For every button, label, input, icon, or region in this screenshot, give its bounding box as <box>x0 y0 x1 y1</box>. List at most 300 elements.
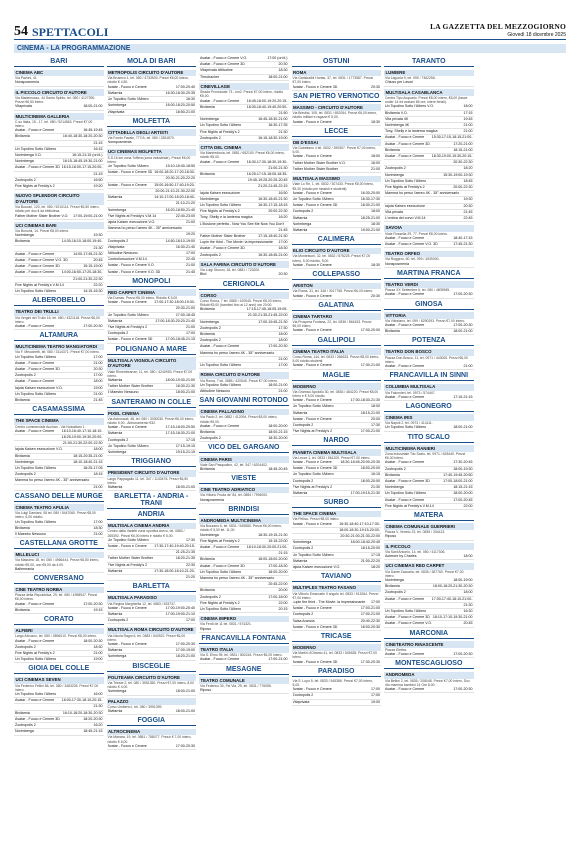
film-title: Five Nights at Freddy's 2 <box>15 650 55 655</box>
showtimes: 17:15-17:45-18:05-19:05- <box>246 307 288 312</box>
cinema-address: Piazza Elettra. <box>385 647 407 652</box>
cinema-name: MULTIPLEX TEATRO FASANO <box>292 585 382 592</box>
film-title: Norimberga <box>107 103 127 108</box>
film-title: Zootropolis 2 <box>15 373 36 378</box>
showtimes: 18:40-17:15 <box>453 235 473 240</box>
showtimes: 17:15-21:15 <box>453 394 473 399</box>
cinema-name: MILLELUCI <box>14 552 104 559</box>
city-heading: MOLFETTA <box>107 118 197 127</box>
showtime-row <box>292 660 382 666</box>
film-title: Avatar - Fuoco e Cenere <box>292 363 332 368</box>
showtimes: 16:30-21:40 <box>175 244 195 249</box>
showtimes: 21:00 <box>186 263 195 268</box>
showtimes: 20:30-21:00 <box>175 306 195 311</box>
film-title: Norimberga <box>292 221 312 226</box>
film-title: Father Mother Sister Brother <box>200 234 246 239</box>
showtimes: 17:30-20:45 <box>453 460 473 465</box>
film-title <box>108 189 154 194</box>
film-title: Bivitarnia <box>385 147 400 152</box>
showtimes: 16:45-18:00-19:20-20:15- <box>246 98 288 103</box>
showtimes: 21:30 <box>278 129 288 134</box>
showtimes: 18:30-21:30 <box>175 384 195 389</box>
film-title: Norimberga <box>107 654 127 659</box>
cinema-name: COLUMBIA MULTISALA <box>384 384 474 391</box>
cinema-name: MULTISALA ROMA CIRCUITO D'AUTORE <box>107 627 197 634</box>
film-title: Avatar - Fuoco e Cenere 3D <box>15 165 60 170</box>
city-heading: TRIGGIANO <box>107 458 197 467</box>
city-heading: GIOIA DEL COLLE <box>14 665 104 674</box>
showtimes: 17:30-20:30 <box>360 659 380 664</box>
film-title: Nonsposmenia <box>200 497 224 502</box>
showtimes: 17:00 <box>186 250 195 255</box>
film-title: Bivitarnia V.O. <box>385 110 408 115</box>
showtimes: 17:00-18:45 <box>175 312 195 317</box>
film-title: Tony, Shelly e la lanterna magica <box>385 129 438 134</box>
showtimes: 21:00-22:20 <box>360 558 380 563</box>
showtime-row <box>384 216 474 222</box>
cinema-name: ALTROCINEMA <box>107 729 197 736</box>
showtime-row <box>14 398 104 404</box>
film-title: Avatar - Fuoco e Cenere <box>15 251 55 256</box>
showtimes: 21:30-21:35-21:45-22:00 <box>247 313 288 318</box>
film-title: Zootropolis 2 <box>107 437 129 442</box>
showtime-row <box>292 491 382 497</box>
showtimes: 14:10-17:00-18:20-18:40- <box>154 195 195 200</box>
film-title: Bivitarnia <box>292 490 308 495</box>
cinema-name: CINE TEATRO ADRIATICO <box>199 487 289 494</box>
film-title: Avatar - Fuoco e Cenere 3D <box>107 170 153 175</box>
showtimes: 17:00-20:30 <box>453 322 473 327</box>
cinema-name: UCI CINEMAS RED CARPET <box>384 563 474 570</box>
film-title: Un Topolino Sotto l'Albero <box>107 97 149 102</box>
film-title: Avatar - Fuoco e Cenere 3D <box>15 264 60 269</box>
showtimes: 18:30 <box>371 262 380 267</box>
film-title <box>200 184 256 189</box>
film-title: Norimberga <box>200 532 219 537</box>
film-title: Mamma ho perso l'aereo 4K - 35° anniversario <box>15 478 90 483</box>
showtimes: 16:20 <box>278 215 288 220</box>
page-header <box>14 22 566 40</box>
film-title: Un Topolino Sotto l'Albero <box>200 123 242 128</box>
showtimes: 17:00-20:30 <box>453 687 473 692</box>
cinema-address: Zona industriale Tito Scalo, tel. 0971 / 628440. Prezzi €6,00 intero. <box>385 451 466 461</box>
showtimes: 18:15 <box>93 472 103 477</box>
showtime-row <box>107 270 197 276</box>
film-title: Norimberga 4K <box>385 122 410 127</box>
showtimes: 18:00-21:00 <box>175 484 195 489</box>
film-title: Bivitarnia <box>200 557 215 562</box>
film-title <box>15 141 92 146</box>
topic-bar: CINEMA - LA PROGRAMMAZIONE <box>14 44 566 53</box>
cinema-address: Via Roma, 7 tel. 0885 / 420545. Prezzi €7,00 intero. <box>200 378 278 383</box>
cinema-address: Centro Tipo Acquario. Prezzi €8,00 intero, €5,00 (fasce under 14 ed anziani 65 ore, intere feriali). <box>385 95 468 105</box>
film-title: Bivitarnia <box>15 525 30 530</box>
film-title: Avatar - Fuoco e Cenere 3D <box>292 203 338 208</box>
showtimes: 22:45 <box>186 257 195 262</box>
showtimes: 21:00 <box>278 356 288 361</box>
film-title: Zootropolis 2 <box>292 693 314 698</box>
showtimes: 18:00-21:00 <box>453 425 473 430</box>
city-heading: MARTINA FRANCA <box>384 270 474 279</box>
showtimes: 17:00 <box>93 373 103 378</box>
showtimes: 18:20-20:30 <box>83 716 103 721</box>
film-title: Un Topolino Sotto l'Albero <box>385 178 427 183</box>
film-title: Zootropolis 2 <box>292 612 314 617</box>
film-title: Un Topolino Sotto l'Albero <box>15 391 57 396</box>
film-title: Avatar - Fuoco e Cenere <box>385 394 425 399</box>
showtimes: 20:30 <box>278 62 288 67</box>
film-title: Attitudine Nessuno <box>200 388 231 393</box>
cinema-name: TEATRO DEI TRULLI <box>14 309 104 316</box>
showtimes: 18:00-20:00 <box>360 478 380 483</box>
city-heading: TRICASE <box>292 633 382 642</box>
film-title: Zootropolis 2 <box>15 723 36 728</box>
cinema-name: UCI CINEMAS MOLFETTA <box>107 149 197 156</box>
film-title: Un Topolino Sotto l'Albero <box>15 519 57 524</box>
showtimes: 18:15-20:00 <box>360 546 380 551</box>
showtimes: 20:30 <box>371 293 380 298</box>
cinema-name: CITTADELLA DEGLI ARTISTI <box>107 129 197 136</box>
cinema-address: Via Nicola Ragni 6, tel. 0883 / 540922. Prezzi €6,00 intero. <box>107 633 186 642</box>
showtimes: 17:00-21:00 <box>360 429 380 434</box>
issue-date: Giovedì 18 dicembre 2025 <box>507 32 566 38</box>
film-title: Avatar - Fuoco e Cenere 3D <box>107 337 153 342</box>
cinema-name: PALAZZO <box>107 698 197 705</box>
film-title: Avatar - Fuoco e Cenere 3D <box>292 466 338 471</box>
showtimes: 19:15-22:00 <box>268 538 288 543</box>
film-title: Un Topolino Sotto l'Albero <box>292 472 334 477</box>
film-title: Avatar - Fuoco e Cenere 3D <box>15 367 60 372</box>
city-heading: BARLETTA <box>107 583 197 592</box>
film-title: Zootropolis 2 <box>200 594 221 599</box>
cinema-name: TEATRO DON BOSCO <box>384 349 474 356</box>
showtime-row <box>199 467 289 473</box>
showtime-row <box>292 328 382 334</box>
showtimes: 17:00-19:00-21:10 <box>165 611 195 616</box>
film-title: Zootropolis 2 <box>107 238 129 243</box>
film-title: Avatar - Fuoco e Cenere 3D <box>200 563 245 568</box>
film-title: Avatar - Fuoco e Cenere <box>292 687 332 692</box>
film-title: Avatar - Fuoco e Cenere <box>15 128 55 133</box>
showtimes: 17:00-19:45-21:30 <box>258 319 288 324</box>
showtimes: 19:15-21:15 <box>175 450 195 455</box>
city-heading: MARCONIA <box>384 630 474 639</box>
film-title: Zootropolis 2 <box>200 325 221 330</box>
film-title: Norimberga V.O. <box>15 153 42 158</box>
film-title: Vitaprivata <box>107 244 125 249</box>
film-title: Five Nights at Freddy's 2 <box>292 429 333 434</box>
film-title: Bivitarnia <box>107 377 123 382</box>
cinema-address: Via F. Meucinetti, tel. 080 / 3114371. Prezzi €7,00 intero. <box>15 350 100 355</box>
cinema-name: DB D'ESSAI <box>292 139 382 146</box>
film-title: Avatar - Fuoco e Cenere 3D <box>15 716 60 721</box>
film-title: Un Topolino Sotto l'Albero <box>107 537 149 542</box>
showtime-row <box>384 242 474 248</box>
listing-column-5 <box>384 56 474 832</box>
cinema-address: Via Federico 30, Fel Via, 25, tel. 0831 / 776055. <box>200 683 272 688</box>
film-title: Avatar - Fuoco e Cenere <box>107 743 147 748</box>
cinema-address: Via Massimo 18, tel. 080 / 4966444. Prezzi €6,50 intero, ridotto €5,00, uno €5,00 da 4,00. <box>15 558 100 567</box>
film-title: Norimberga <box>292 540 312 545</box>
cinema-address: Via Mademusso, 44 Santo Spirito, tel. 080 / 4127390. Prezzi €6,50 intero. <box>15 95 96 105</box>
cinema-address: Via Gobetiano 4 tel. 0832 / 390557. Prezzi €7,00 intero, 5,00. <box>292 146 376 155</box>
cinema-address: Via Ferdi de 11 tel. 0831 / 574321. <box>200 622 252 627</box>
showtimes: 21:15 <box>93 140 103 145</box>
film-title <box>385 197 462 202</box>
cinema-name: VITTORIA <box>384 312 474 319</box>
showtimes: 16:40-18:30-18:20-20:30 <box>62 134 103 139</box>
film-title: Avatar - Fuoco e Cenere V.O. 3D <box>385 241 438 246</box>
cinema-address: Viale Rimembranze, 11, tel. 080 / 4240953. Prezzi €7,00 intero. <box>107 369 193 378</box>
showtimes: 19:20 <box>93 184 103 189</box>
cinema-address: Via Sant'Antonio, 14, tel. 080 / 4117306. <box>385 549 446 554</box>
showtimes: 19:15 <box>93 607 103 612</box>
showtimes: 17:00-18:45-21:15 <box>165 337 195 342</box>
showtime-row <box>107 390 197 396</box>
cinema-name: PIXEL CINEMA <box>107 410 197 417</box>
listing-column-1 <box>14 56 104 832</box>
film-title: Vitaprivata <box>107 109 125 114</box>
showtimes: 16:45-18:30-21:00 <box>258 117 288 122</box>
showtime-row <box>199 436 289 442</box>
film-title <box>108 575 185 580</box>
cinema-address: Via Pellico. Prezzi €8,00 intero. <box>292 517 340 522</box>
cinema-address: Via Lecce 1, tel. 0833 / 561200. Prezzi €7,00 intero. <box>292 455 371 460</box>
city-heading: FOGGIA <box>107 717 197 726</box>
film-title: Avatar - Fuoco e Cenere <box>107 300 147 305</box>
film-title: Bivitarnia <box>200 466 215 471</box>
film-title: Controllorsoclore V.M.14 <box>107 257 147 262</box>
showtimes: 18:30 <box>371 119 380 124</box>
city-heading: SURBO <box>292 499 382 508</box>
cinema-address: Via Gramsci Apolollo 30, tel. 0836 / 484220. Prezzi €8,00 intero e € 5,00 ridotto. <box>292 389 379 399</box>
showtimes: 18:00 <box>463 554 473 559</box>
cinema-name: METROPOLIS CIRCUITO D'AUTORE <box>107 70 197 77</box>
showtimes: 21:00 <box>463 122 473 127</box>
showtimes: 17:20-21:00 <box>453 141 473 146</box>
publication-name: LA GAZZETTA DEL MEZZOGIORNO <box>430 22 566 31</box>
showtimes: 17:00-19:15-21:30 <box>350 490 380 495</box>
cinema-address: Via Bruseco 1, tel. 080 / 4733530. Prezzi €6,00 intero, ridotto € 4,50. <box>107 76 189 85</box>
city-heading: VICO DEL GARGANO <box>199 444 289 453</box>
film-title: Bivitarnia <box>107 90 123 95</box>
cinema-name: MASSIMO - CIRCUITO D'AUTORE <box>292 104 382 111</box>
showtimes: 17:00-19:00-21:00 <box>73 213 103 218</box>
showtimes: 18:10-18:40-21:15 <box>73 459 103 464</box>
showtimes: 16:30-17:30-18:30-19:30- <box>246 159 288 164</box>
cinema-address: Via Roma, 31, tel. 348 / 3017758. Prezzi €6,00 intero. <box>292 289 374 294</box>
film-title: Avatar - Fuoco e Cenere <box>292 416 332 421</box>
showtime-row <box>384 262 474 268</box>
film-title: Avatar - Fuoco e Cenere 3D <box>200 62 245 67</box>
film-title: Five Nights at Freddy's V.M.14 <box>385 503 434 508</box>
showtimes: 18:00 <box>463 590 473 595</box>
city-heading: MATERA <box>384 512 474 521</box>
showtimes: 21:00-21:30-22:00-22:30 <box>62 441 103 446</box>
showtimes: 17:00-17:30-18:00-19:30- <box>154 300 195 305</box>
showtimes: 21:10-21:20 <box>175 201 195 206</box>
film-title: Bivitarnia <box>107 611 123 616</box>
cinema-address: Corso Umberto I, tel. 080 / 3951399. <box>107 704 163 709</box>
city-heading: MESAGNE <box>199 666 289 675</box>
film-title: Avatar - Fuoco e Cenere <box>107 642 147 647</box>
showtimes: 18:00 <box>93 447 103 452</box>
cinema-name: ELIO CIRCUITO D'AUTORE <box>292 248 382 255</box>
showtimes: 17:30-18:30-21:30 <box>350 398 380 403</box>
showtimes: 20:45 <box>463 621 473 626</box>
film-title <box>293 528 338 533</box>
showtimes: 19:20 <box>186 232 195 237</box>
cinema-address: Via Falconieri, tel. 0973 / 574447. <box>385 390 436 395</box>
film-title: Zootropolis 2 <box>15 177 36 182</box>
showtimes: 21:30 <box>93 245 103 250</box>
showtime-row <box>384 425 474 431</box>
showtimes: 18:30 <box>278 246 288 251</box>
showtimes: 18:00-18:40-20:45 <box>350 540 380 545</box>
showtimes: 16:00-18:20-20:50 <box>165 103 195 108</box>
city-heading: FRANCAVILLA IN SINNI <box>384 372 474 381</box>
film-title: Bivitarnia <box>200 430 215 435</box>
city-heading: ALBEROBELLO <box>14 297 104 306</box>
film-title: Zootropolis 2 <box>292 209 314 214</box>
showtimes: 20:00-22:30 <box>453 185 473 190</box>
film-title: Vita privata <box>385 209 403 214</box>
showtime-row <box>292 625 382 631</box>
cinema-address: Via Bonomi, 14. Prezzi €8,00 intero. <box>15 229 70 234</box>
cinema-address: Corso Roma, 144, tel. 0833 / 266633. Prezzi €8,00 intero, 5,00 ridotto studenti. <box>292 354 380 364</box>
film-title: Bivitarnia <box>385 584 400 589</box>
showtimes: 16:50 <box>93 177 103 182</box>
city-heading: SANTERAMO IN COLLE <box>107 399 197 408</box>
showtimes: 14:00-16:50-17:20-18:30- <box>61 270 103 275</box>
film-title <box>108 306 174 311</box>
film-title: Un Topolino Sotto l'Albero <box>385 491 427 496</box>
showtimes: 18:00 <box>371 209 380 214</box>
film-title: Avatar - Fuoco e Cenere V.O. <box>107 263 155 268</box>
showtimes: 18:00-19:30-21:00 <box>165 377 195 382</box>
film-title: Five Nights at Freddy's 2 <box>200 538 240 543</box>
showtimes: 17:00 <box>371 687 380 692</box>
listing-column-3 <box>199 56 289 832</box>
cinema-address: Via Prospera Fontana, 22, tel. 0836 / 566153. Prezzi €6,00 intero. <box>292 320 372 329</box>
film-title: Avatar - Fuoco e Cenere <box>200 159 240 164</box>
film-title: Avatar - Fuoco e Cenere 3D <box>292 84 338 89</box>
showtime-row <box>199 136 289 142</box>
showtimes: 18:00-21:00 <box>268 74 288 79</box>
city-heading: GALATINA <box>292 302 382 311</box>
showtimes: 17:30 <box>371 423 380 428</box>
showtimes: 16:20 <box>93 723 103 728</box>
film-title: L'ombra del corvo V.M.14 <box>385 216 426 221</box>
cinema-name: UCI CINEMAS BARI <box>14 222 104 229</box>
showtimes: 18:00-20:30 <box>83 638 103 643</box>
showtimes: 18:00 <box>93 379 103 384</box>
film-title: Vitaprivata Attitudine <box>200 68 233 73</box>
showtimes: 17:00-20:30 <box>175 642 195 647</box>
film-title: Avatar - Fuoco e Cenere <box>107 84 147 89</box>
showtimes: 18:00-20:30 <box>360 624 380 629</box>
film-title: Zootropolis 2 <box>15 472 36 477</box>
showtimes: 16:10-16:40-17:10-18:10- <box>61 428 103 433</box>
cinema-address: Via Luigi Sbuoni, 18, tel. 0881 / 723200. <box>200 268 261 273</box>
showtimes: 14:30-16:10-18:00-19:40- <box>61 239 103 244</box>
showtimes: 16:30 <box>463 609 473 614</box>
showtime-row <box>14 80 104 86</box>
film-title: Un Topolino Sotto l'Albero <box>200 203 242 208</box>
cinema-name: CINETEATRO RINASCENTE <box>384 641 474 648</box>
showtimes: 18:00-21:00 <box>83 104 103 109</box>
showtimes: 18:00-20:00 <box>268 569 288 574</box>
film-title: Avatar - Fuoco e Cenere <box>107 544 147 549</box>
showtimes: 17:00-20:45 <box>453 497 473 502</box>
city-heading: BISCEGLIE <box>107 663 197 672</box>
city-heading: CONVERSANO <box>14 575 104 584</box>
showtimes: 18:00 <box>278 338 288 343</box>
showtime-row <box>384 652 474 658</box>
film-title: Bivitarnia <box>292 215 308 220</box>
film-title <box>385 603 462 608</box>
showtimes: 18:20 <box>371 565 380 570</box>
film-title <box>200 178 246 183</box>
showtimes: 18:20-21:00 <box>175 654 195 659</box>
cinema-address: Via Paolo 2, tel. 0882 / 412094. Prezzi €8,00 intero, ridotto €5,00. <box>200 415 278 424</box>
film-title: Mamma ho perso l'aereo 4K - 35° anniversario <box>200 575 275 580</box>
cinema-name: THE SPACE CINEMA <box>292 511 382 518</box>
film-title <box>200 166 266 171</box>
showtime-row <box>107 575 197 581</box>
showtimes: 20:40-22:30 <box>360 618 380 623</box>
showtime-row <box>384 554 474 560</box>
showtimes: 17:00-20:30 <box>453 652 473 657</box>
cinema-address: Via Brindisi, 105, tel. 0831 / 652054. Prezzi €6,00 intero, ridotto militari e ragazzi € 5,00. <box>292 111 378 120</box>
showtimes: 16:10-18:20-18:30-20:30 <box>62 710 103 715</box>
film-title: Un Topolino Sotto l'Albero <box>15 354 57 359</box>
film-title: Avatar - Fuoco e Cenere <box>385 135 425 140</box>
cinema-name: LUMIERE <box>384 70 474 77</box>
showtimes: 16:30-18:45-21:00 <box>258 252 288 257</box>
film-title: Un Topolino Sotto l'Albero <box>292 196 334 201</box>
film-title: Avatar - Fuoco e Cenere 3D <box>385 615 430 620</box>
film-title <box>200 582 266 587</box>
cinema-name: CINEMA TEATRO ITALIA <box>292 348 382 355</box>
city-heading: BARLETTA - ANDRIA - TRANI <box>107 493 197 509</box>
showtimes: 16:30 <box>186 97 195 102</box>
cinema-name: CINE TEATRO NORBA <box>14 587 104 594</box>
film-title: Un Topolino Sotto l'Albero <box>15 466 57 470</box>
film-title: Nonsposmenia <box>15 80 39 85</box>
showtimes: 18:00 <box>278 332 288 337</box>
film-title: Avatar - Fuoco e Cenere <box>385 235 425 240</box>
showtime-row <box>384 292 474 298</box>
cinema-name: MULTICINEMA GALLERIA <box>14 113 104 120</box>
city-heading: BARI <box>14 58 104 67</box>
showtimes: 17:30 <box>186 537 195 542</box>
showtime-row <box>199 627 289 633</box>
cinema-address: Piazza della Repubblica, 29, tel. 080 / 4958947. Prezzi €6,00 intero. <box>15 593 98 602</box>
showtimes: 21:30 <box>93 704 103 709</box>
film-title: Avatar - Fuoco e Cenere <box>292 328 332 333</box>
showtimes: 22:40-23:00 <box>175 213 195 218</box>
film-title: Father Mother Sister Brother <box>107 384 154 389</box>
cinema-name: TEATRO ORFEO <box>384 251 474 258</box>
film-title: Iajuta Kaisen esecuzione V.O. <box>15 447 63 452</box>
film-title: Avatar - Fuoco e Cenere <box>292 606 332 611</box>
film-title: Avatar - Fuoco e Cenere <box>385 460 425 465</box>
film-title: Avatar - Fuoco e Cenere <box>292 398 332 403</box>
showtimes: 22:00 <box>463 503 473 508</box>
showtimes: 16:15-18:00-17:15-20:00- <box>61 165 103 170</box>
showtimes: 18:20-21:35 <box>175 556 195 561</box>
